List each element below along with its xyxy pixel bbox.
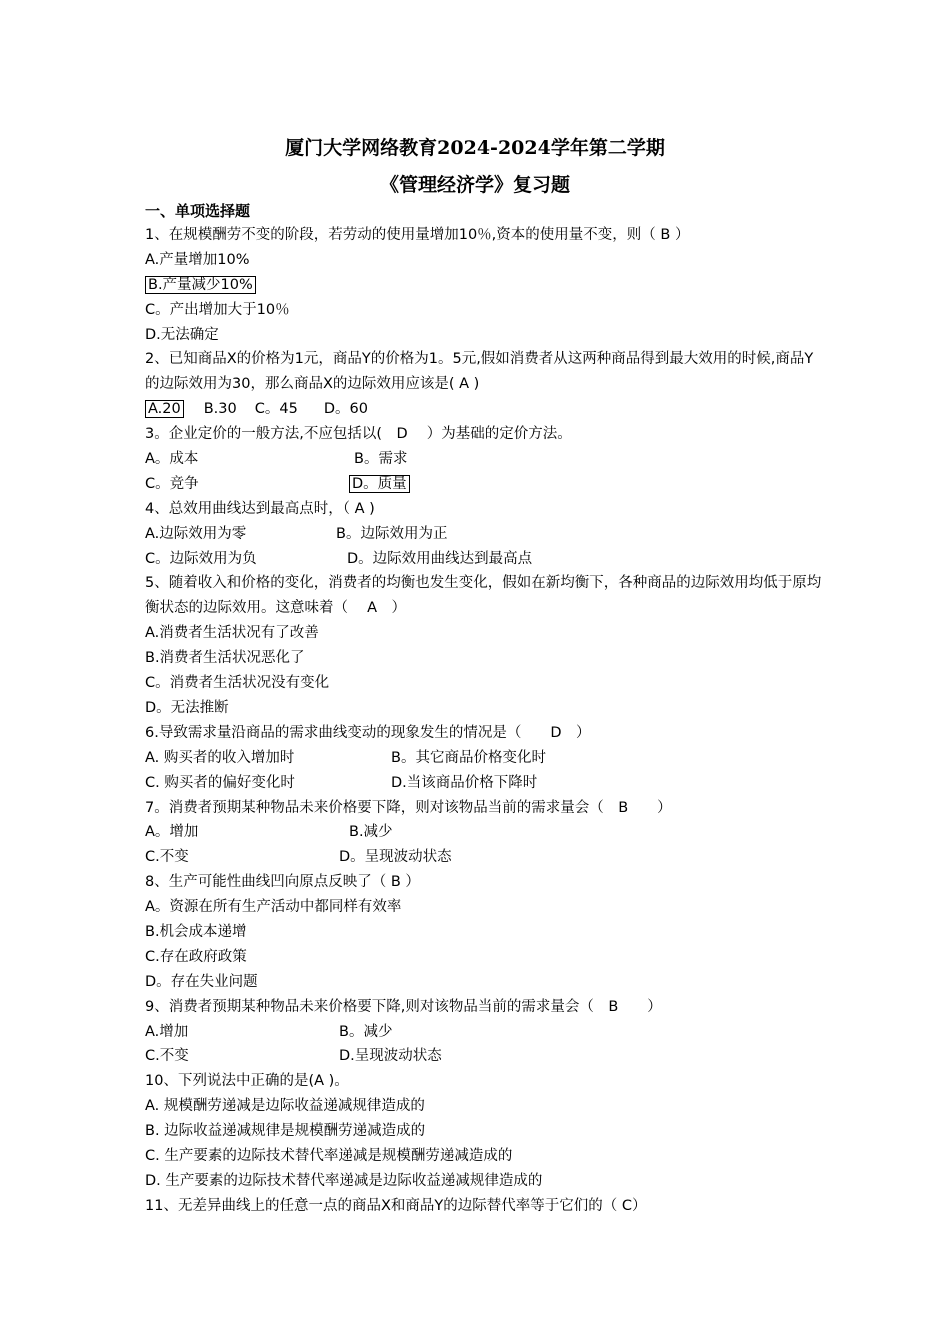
option-text: C。边际效用为负	[145, 550, 257, 567]
option-text: A.增加	[145, 1023, 189, 1040]
option-text: D. 生产要素的边际技术替代率递减是边际收益递减规律造成的	[145, 1172, 543, 1189]
option-text: A. 购买者的收入增加时	[145, 749, 295, 766]
option-text: D.无法确定	[145, 326, 219, 343]
option-text: C。消费者生活状况没有变化	[145, 675, 330, 692]
question-10-option-a	[145, 1094, 825, 1119]
question-4-options-row1	[145, 522, 825, 547]
question-9-options-row1	[145, 1020, 825, 1045]
question-7-options-row1	[145, 820, 825, 845]
option-text: B.减少	[349, 824, 393, 841]
question-8-option-a	[145, 895, 825, 920]
question-5-option-d	[145, 696, 825, 721]
question-3-options-row1	[145, 447, 825, 472]
option-text: D。存在失业问题	[145, 973, 258, 990]
option-text: A. 规模酬劳递减是边际收益递减规律造成的	[145, 1098, 425, 1115]
question-8-stem: 8、生产可能性曲线凹向原点反映了（ B ）	[145, 874, 420, 891]
question-6-stem: 6.导致需求量沿商品的需求曲线变动的现象发生的情况是（ D ）	[145, 724, 591, 741]
option-text: B.消费者生活状况恶化了	[145, 650, 305, 667]
option-text: B.机会成本递增	[145, 923, 247, 940]
option-text: A.边际效用为零	[145, 525, 247, 542]
document-subtitle: 《管理经济学》复习题	[379, 174, 570, 196]
option-text: B. 边际收益递减规律是规模酬劳递减造成的	[145, 1123, 426, 1140]
option-text: D。60	[323, 401, 368, 418]
question-3-options-row2	[145, 472, 825, 497]
question-6-options-row2	[145, 771, 825, 796]
question-10-stem: 10、下列说法中正确的是(A )。	[145, 1073, 349, 1090]
option-text: A。增加	[145, 824, 199, 841]
option-text: C。竞争	[145, 475, 199, 492]
document-title: 厦门大学网络教育2024-2024学年第二学期	[285, 137, 665, 159]
option-text: C。产出增加大于10％	[145, 301, 290, 318]
question-8-option-c	[145, 945, 825, 970]
option-text: B。其它商品价格变化时	[391, 749, 546, 766]
question-6-options-row1	[145, 746, 825, 771]
option-text: B。边际效用为正	[336, 525, 448, 542]
option-text: C.不变	[145, 1048, 189, 1065]
option-text: A.消费者生活状况有了改善	[145, 625, 319, 642]
question-2-stem: 2、已知商品X的价格为1元，商品Y的价格为1。5元,假如消费者从这两种商品得到最大效用的时候,商品Y的边际效用为30，那么商品X的边际效用应该是( A )	[145, 351, 814, 393]
option-text: D.呈现波动状态	[339, 1048, 442, 1065]
question-1-stem: 1、在规模酬劳不变的阶段，若劳动的使用量增加10％,资本的使用量不变，则（ B ）	[145, 227, 690, 243]
option-text: B.30	[203, 401, 237, 418]
option-text: C.存在政府政策	[145, 948, 247, 965]
question-7-stem: 7。消费者预期某种物品未来价格要下降，则对该物品当前的需求量会（ B ）	[145, 799, 672, 816]
option-text: C. 购买者的偏好变化时	[145, 774, 295, 791]
question-5-option-a	[145, 621, 825, 646]
option-text: A.产量增加10%	[145, 251, 250, 268]
question-5-option-c	[145, 671, 825, 696]
question-list	[145, 223, 825, 1219]
question-1-option-c	[145, 298, 825, 323]
question-4-stem: 4、总效用曲线达到最高点时，（ A )	[145, 500, 375, 517]
answer-highlight: B.产量减少10%	[145, 276, 256, 294]
question-10-option-b	[145, 1119, 825, 1144]
question-10-option-c	[145, 1144, 825, 1169]
question-4-options-row2	[145, 547, 825, 572]
question-11-stem: 11、无差异曲线上的任意一点的商品X和商品Y的边际替代率等于它们的（ C）	[145, 1197, 647, 1214]
question-1-option-a	[145, 248, 825, 273]
option-text: A。成本	[145, 451, 199, 468]
option-text: B。需求	[354, 451, 408, 468]
option-text: D。呈现波动状态	[339, 849, 452, 866]
question-5-option-b	[145, 646, 825, 671]
question-1-option-d	[145, 323, 825, 348]
option-text: D.当该商品价格下降时	[391, 774, 538, 791]
option-text: C。45	[254, 401, 298, 418]
option-text: A。资源在所有生产活动中都同样有效率	[145, 899, 402, 916]
question-7-options-row2	[145, 845, 825, 870]
option-text: D。边际效用曲线达到最高点	[347, 550, 533, 567]
question-2-options	[145, 397, 825, 422]
question-5-stem: 5、随着收入和价格的变化，消费者的均衡也发生变化，假如在新均衡下，各种商品的边际效用均低于原均衡状态的边际效用。这意味着（ A ）	[145, 575, 822, 617]
option-text: C.不变	[145, 849, 189, 866]
option-text: B。减少	[339, 1023, 393, 1040]
question-10-option-d	[145, 1169, 825, 1194]
answer-highlight: D。质量	[349, 475, 410, 493]
question-9-options-row2	[145, 1044, 825, 1069]
question-8-option-b	[145, 920, 825, 945]
answer-highlight: A.20	[145, 400, 184, 418]
option-text: D。无法推断	[145, 699, 229, 716]
question-3-stem: 3。企业定价的一般方法,不应包括以( D ）为基础的定价方法。	[145, 426, 572, 443]
option-text: C. 生产要素的边际技术替代率递减是规模酬劳递减造成的	[145, 1147, 513, 1164]
question-1-option-b	[145, 273, 825, 298]
section-heading: 一、单项选择题	[145, 202, 251, 220]
question-9-stem: 9、消费者预期某种物品未来价格要下降,则对该物品当前的需求量会（ B ）	[145, 998, 662, 1015]
question-8-option-d	[145, 970, 825, 995]
